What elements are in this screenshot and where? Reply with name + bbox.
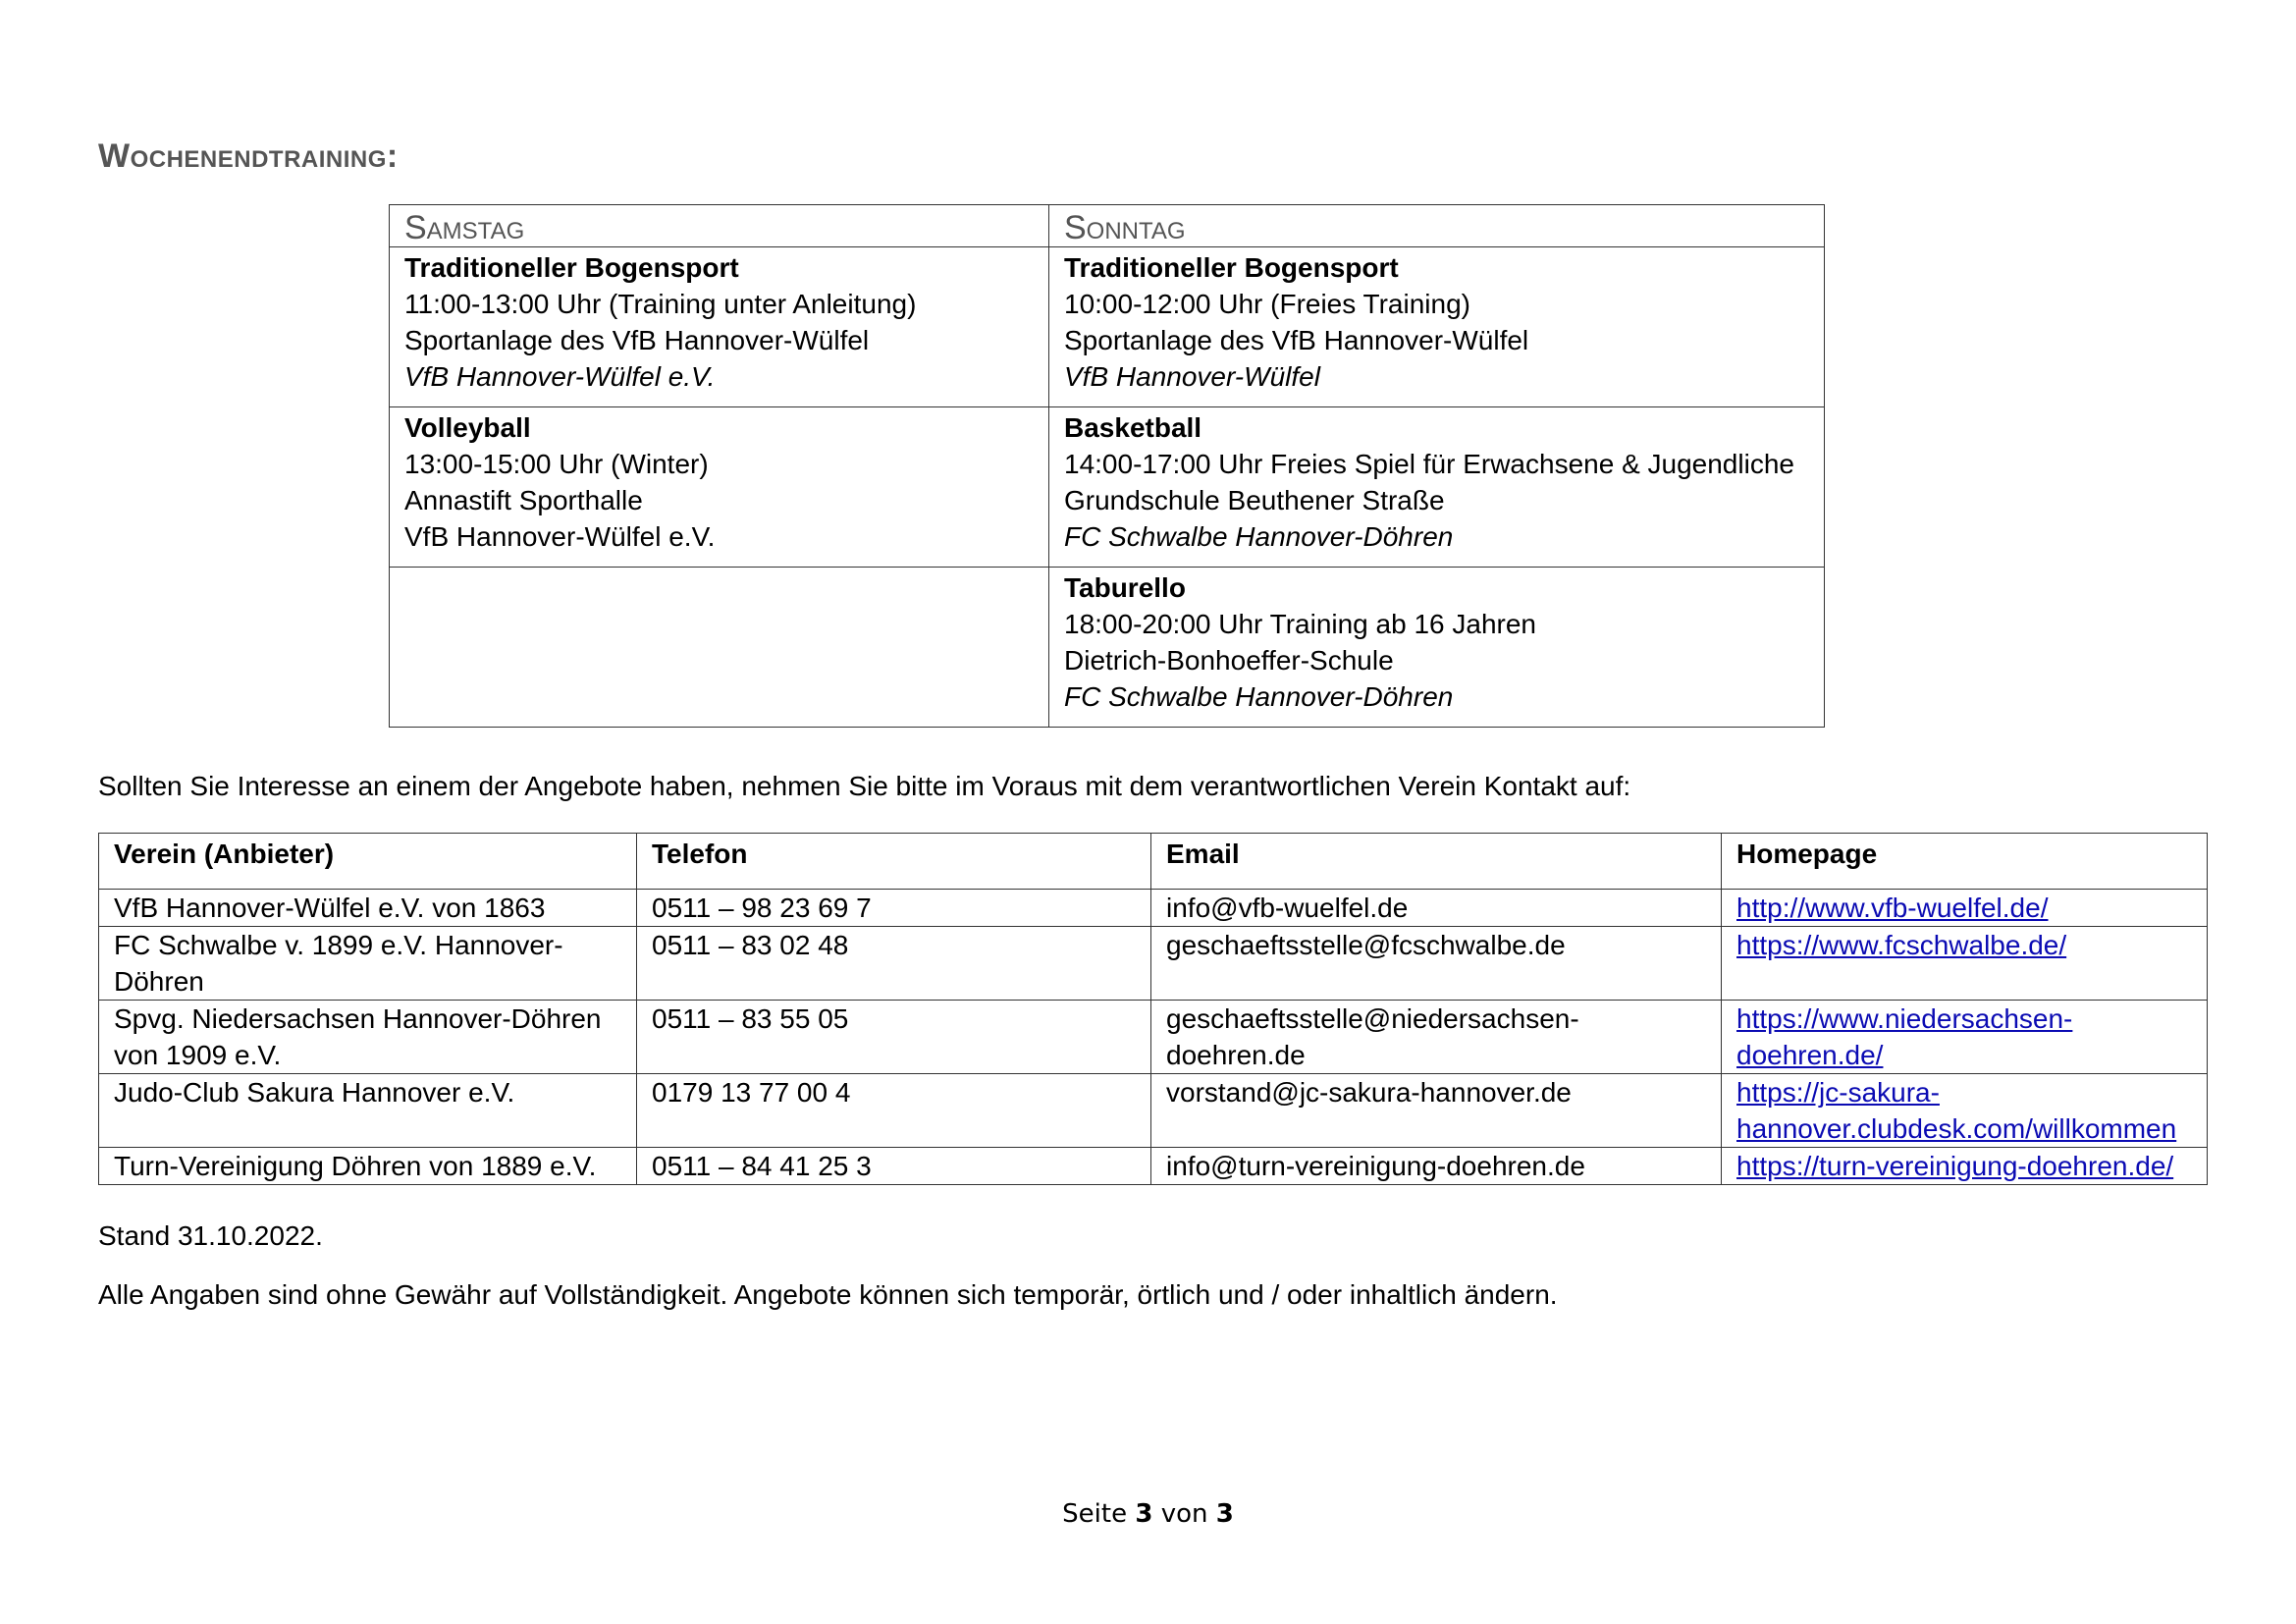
homepage-cell — [1722, 890, 2208, 927]
homepage-cell — [1722, 1148, 2208, 1185]
weekend-cell — [1049, 407, 1825, 568]
activity-club: VfB Hannover-Wülfel e.V. — [404, 361, 716, 392]
footer-prefix: Seite — [1062, 1499, 1128, 1529]
club-email: info@vfb-wuelfel.de — [1151, 890, 1722, 927]
column-header-telefon: Telefon — [637, 834, 1151, 890]
table-row — [99, 1001, 2208, 1074]
activity-line: Sportanlage des VfB Hannover-Wülfel — [1064, 325, 1529, 355]
table-row — [99, 890, 2208, 927]
status-date: Stand 31.10.2022. — [98, 1220, 323, 1251]
club-phone: 0511 – 83 02 48 — [637, 927, 1151, 1001]
homepage-cell — [1722, 1001, 2208, 1074]
table-row — [99, 1148, 2208, 1185]
table-row — [99, 927, 2208, 1001]
weekend-row — [390, 568, 1825, 728]
club-name: FC Schwalbe v. 1899 e.V. Hannover-Döhren — [99, 927, 637, 1001]
weekend-cell — [390, 247, 1049, 407]
homepage-cell — [1722, 927, 2208, 1001]
activity-line: 10:00-12:00 Uhr (Freies Training) — [1064, 289, 1470, 319]
homepage-link[interactable]: https://turn-vereinigung-doehren.de/ — [1736, 1151, 2174, 1181]
club-email: geschaeftsstelle@fcschwalbe.de — [1151, 927, 1722, 1001]
homepage-link[interactable]: http://www.vfb-wuelfel.de/ — [1736, 893, 2049, 923]
club-phone: 0511 – 98 23 69 7 — [637, 890, 1151, 927]
contact-intro-text: Sollten Sie Interesse an einem der Angebote haben, nehmen Sie bitte im Voraus mit dem verantwortlichen Verein Kontakt auf: — [98, 771, 1631, 801]
page-footer — [0, 1499, 2296, 1529]
activity-title: Traditioneller Bogensport — [404, 252, 739, 283]
weekend-header-row — [390, 205, 1825, 247]
activity-line: 13:00-15:00 Uhr (Winter) — [404, 449, 709, 479]
column-header-email: Email — [1151, 834, 1722, 890]
club-name: VfB Hannover-Wülfel e.V. von 1863 — [99, 890, 637, 927]
activity-club: VfB Hannover-Wülfel — [1064, 361, 1320, 392]
activity-title: Volleyball — [404, 412, 531, 443]
weekend-cell — [1049, 568, 1825, 728]
homepage-link[interactable]: https://www.fcschwalbe.de/ — [1736, 930, 2067, 960]
disclaimer-text: Alle Angaben sind ohne Gewähr auf Vollständigkeit. Angebote können sich temporär, örtlich und / oder inhaltlich ändern. — [98, 1279, 1558, 1310]
weekend-training-table — [389, 204, 1825, 728]
activity-title: Taburello — [1064, 572, 1186, 603]
homepage-link[interactable]: https://www.niedersachsen-doehren.de/ — [1736, 1003, 2073, 1070]
club-email: geschaeftsstelle@niedersachsen-doehren.de — [1151, 1001, 1722, 1074]
page-heading: Wochenendtraining: — [98, 137, 399, 175]
activity-line: Dietrich-Bonhoeffer-Schule — [1064, 645, 1394, 676]
club-phone: 0511 – 83 55 05 — [637, 1001, 1151, 1074]
homepage-cell — [1722, 1074, 2208, 1148]
club-phone: 0511 – 84 41 25 3 — [637, 1148, 1151, 1185]
activity-title: Traditioneller Bogensport — [1064, 252, 1399, 283]
weekend-cell — [390, 407, 1049, 568]
weekend-row — [390, 247, 1825, 407]
activity-line: Grundschule Beuthener Straße — [1064, 485, 1445, 515]
weekend-cell-empty — [390, 568, 1049, 728]
activity-club: FC Schwalbe Hannover-Döhren — [1064, 521, 1454, 552]
club-email: vorstand@jc-sakura-hannover.de — [1151, 1074, 1722, 1148]
column-header-verein: Verein (Anbieter) — [99, 834, 637, 890]
activity-line: Sportanlage des VfB Hannover-Wülfel — [404, 325, 870, 355]
activity-line: 14:00-17:00 Uhr Freies Spiel für Erwachsene & Jugendliche — [1064, 449, 1794, 479]
club-email: info@turn-vereinigung-doehren.de — [1151, 1148, 1722, 1185]
activity-line: 11:00-13:00 Uhr (Training unter Anleitung) — [404, 289, 917, 319]
activity-line: VfB Hannover-Wülfel e.V. — [404, 521, 716, 552]
footer-page-total: 3 — [1215, 1499, 1234, 1529]
contacts-header-row — [99, 834, 2208, 890]
weekend-cell — [1049, 247, 1825, 407]
footer-middle: von — [1160, 1499, 1208, 1529]
footer-page-number: 3 — [1135, 1499, 1153, 1529]
contacts-table — [98, 833, 2208, 1185]
club-phone: 0179 13 77 00 4 — [637, 1074, 1151, 1148]
homepage-link[interactable]: https://jc-sakura-hannover.clubdesk.com/willkommen — [1736, 1077, 2177, 1144]
table-row — [99, 1074, 2208, 1148]
activity-club: FC Schwalbe Hannover-Döhren — [1064, 681, 1454, 712]
column-header-homepage: Homepage — [1722, 834, 2208, 890]
club-name: Judo-Club Sakura Hannover e.V. — [99, 1074, 637, 1148]
club-name: Turn-Vereinigung Döhren von 1889 e.V. — [99, 1148, 637, 1185]
club-name: Spvg. Niedersachsen Hannover-Döhren von 1909 e.V. — [99, 1001, 637, 1074]
weekend-header-sunday: Sonntag — [1049, 205, 1825, 247]
weekend-row — [390, 407, 1825, 568]
activity-line: 18:00-20:00 Uhr Training ab 16 Jahren — [1064, 609, 1536, 639]
activity-line: Annastift Sporthalle — [404, 485, 643, 515]
activity-title: Basketball — [1064, 412, 1202, 443]
weekend-header-saturday: Samstag — [390, 205, 1049, 247]
